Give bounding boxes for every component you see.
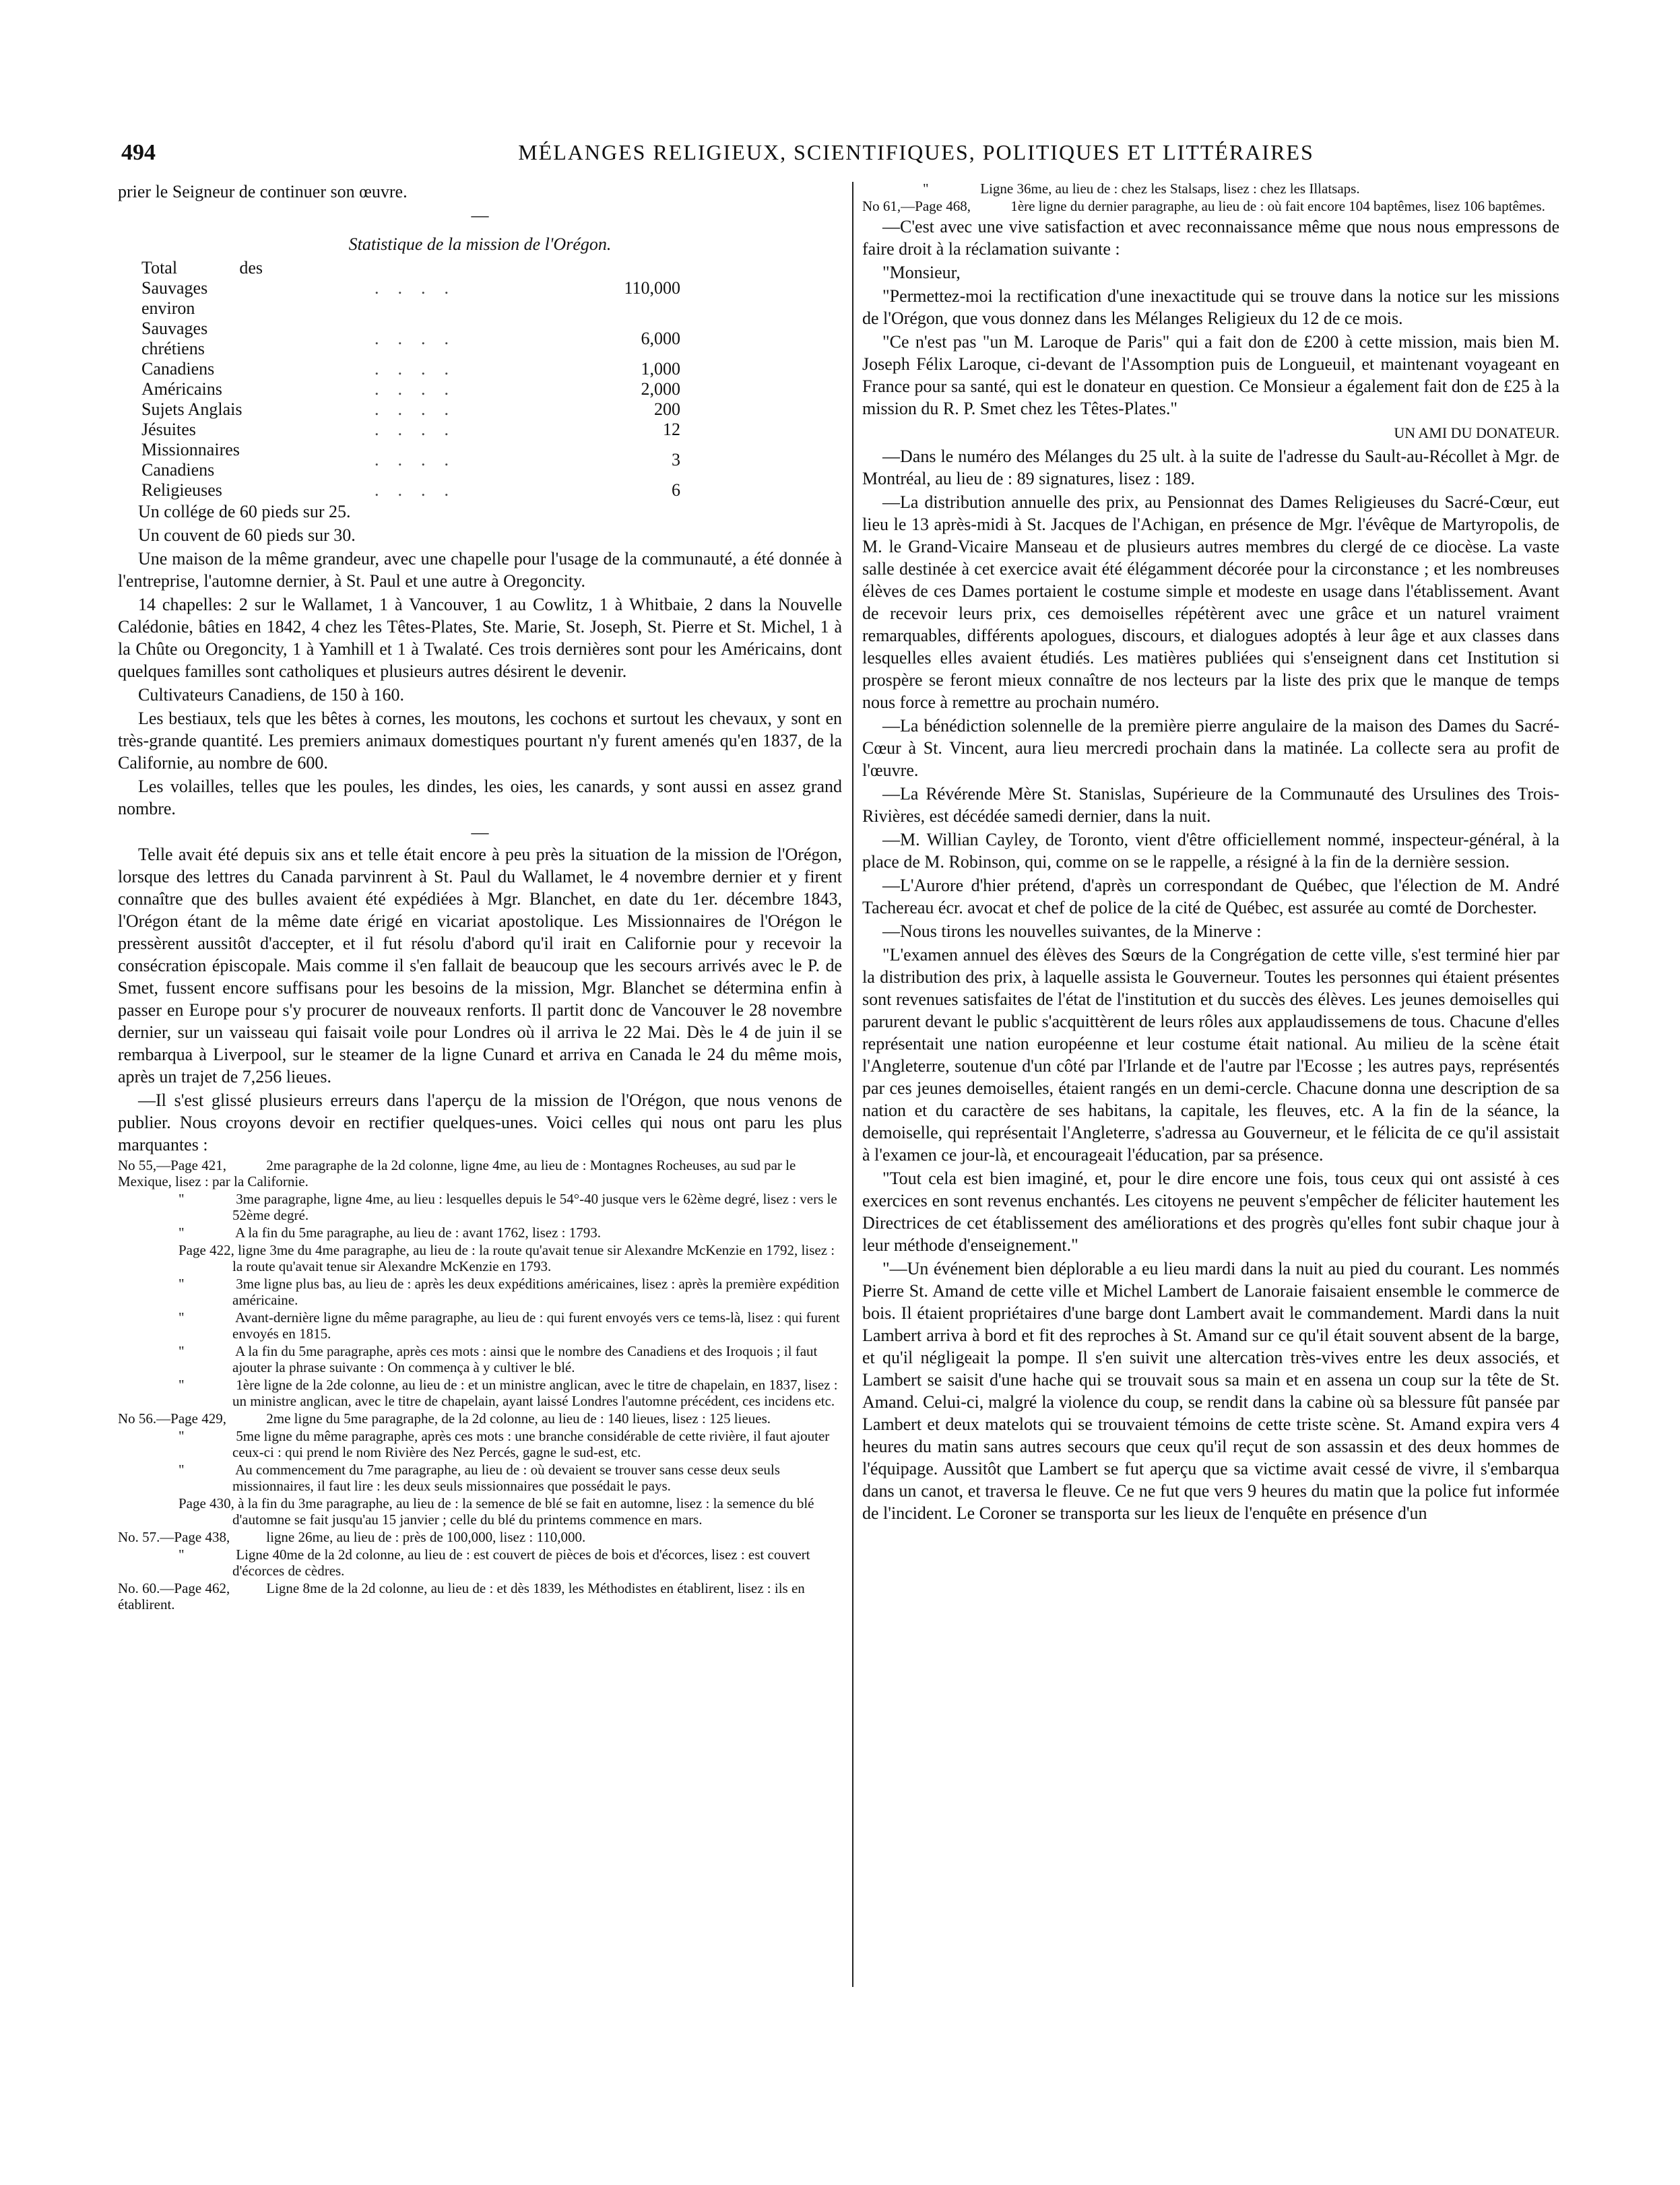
erratum-entry	[118, 1529, 842, 1545]
erratum-text: ligne 3me du 4me paragraphe, au lieu de : la route qu'avait tenue sir Alexandre McKenzie en 1792, lisez : la route qu'avait tenue sir Alexandre McKenzie en 1793.	[232, 1242, 835, 1274]
paragraph: Les bestiaux, tels que les bêtes à cornes, les moutons, les cochons et surtout les chevaux, y sont en très-grande quantité. Les premiers animaux domestiques pourtant n'y furent amenés qu'en 1837, de la Californie, au nombre de 600.	[118, 709, 842, 773]
stats-title: Statistique de la mission de l'Orégon.	[348, 234, 612, 254]
stats-row	[141, 379, 815, 399]
stats-label: Religieuses	[141, 480, 222, 500]
paragraph: Les volailles, telles que les poules, les dindes, les oies, les canards, y sont aussi en assez grand nombre.	[118, 777, 842, 818]
right-column	[862, 181, 1559, 1526]
paragraph: Une maison de la même grandeur, avec une chapelle pour l'usage de la communauté, a été donnée à l'entreprise, l'automne dernier, à St. Paul et une autre à Oregoncity.	[118, 549, 842, 591]
leader-dots: ....	[375, 329, 467, 348]
paragraph: "Tout cela est bien imaginé, et, pour le dire encore une fois, tous ceux qui ont assisté à ces exercices en sont revenus enchantés. Les citoyens ne peuvent s'empêcher de féliciter hautement les Directrices de cet établissement des améliorations et des progrès qu'elles font subir chaque jour à leur méthode d'enseignement."	[862, 1169, 1559, 1255]
erratum-entry	[118, 1580, 842, 1612]
stats-value: 110,000	[624, 278, 680, 298]
erratum-entry	[179, 1242, 842, 1274]
erratum-entry	[179, 1309, 842, 1342]
erratum-label: "	[179, 1191, 185, 1207]
section-rule: —	[471, 205, 489, 225]
stats-row	[141, 420, 815, 440]
erratum-label: "	[179, 1309, 185, 1326]
stats-label: Jésuites	[141, 420, 196, 439]
erratum-text: 3me paragraphe, ligne 4me, au lieu : lesquelles depuis le 54°-40 jusque vers le 62ème degré, lisez : vers le 52ème degré.	[232, 1191, 837, 1223]
erratum-label: "	[179, 1343, 185, 1359]
paragraph: —La Révérende Mère St. Stanislas, Supérieure de la Communauté des Ursulines des Trois-Rivières, est décédée samedi dernier, dans la nuit.	[862, 784, 1559, 826]
stats-value: 2,000	[641, 379, 680, 399]
paragraph: "Ce n'est pas "un M. Laroque de Paris" qui a fait don de £200 à cette mission, mais bien M. Joseph Félix Laroque, ci-devant de l'Assomption puis de Longueuil, et maintenant voyageant en France pour sa santé, qui est le donateur en question. Ce Monsieur a également fait don de £25 à la mission du R. P. Smet chez les Têtes-Plates."	[862, 332, 1559, 418]
erratum-entry	[179, 1428, 842, 1460]
erratum-entry	[118, 1410, 842, 1427]
erratum-label: No 56.—Page 429,	[118, 1410, 226, 1427]
stats-row	[141, 258, 815, 319]
paragraph: Cultivateurs Canadiens, de 150 à 160.	[138, 685, 404, 705]
erratum-label: "	[179, 1377, 185, 1393]
erratum-text: 1ère ligne de la 2de colonne, au lieu de : et un ministre anglican, avec le titre de chapelain, en 1837, lisez : un ministre anglican, avec le titre de chapelain, ayant laissé Londres l'automne précédent, ces incidens etc.	[232, 1377, 838, 1409]
stats-row	[141, 440, 815, 480]
erratum-label: "	[179, 1462, 185, 1478]
erratum-label: No. 57.—Page 438,	[118, 1529, 230, 1545]
stats-value: 6	[672, 480, 680, 500]
stats-value: 1,000	[641, 359, 680, 379]
stats-row	[141, 399, 815, 420]
leader-dots: ....	[375, 420, 467, 439]
stats-label: Total des Sauvages environ	[141, 258, 263, 318]
leader-dots: ....	[375, 480, 467, 500]
running-title: MÉLANGES RELIGIEUX, SCIENTIFIQUES, POLITIQUES ET LITTÉRAIRES	[518, 140, 1314, 164]
erratum-entry	[179, 1225, 842, 1241]
erratum-label: "	[179, 1428, 185, 1444]
paragraph: —Il s'est glissé plusieurs erreurs dans l'aperçu de la mission de l'Orégon, que nous venons de publier. Nous croyons devoir en rectifier quelques-unes. Voici celles qui nous ont paru les plus marquantes :	[118, 1090, 842, 1154]
erratum-entry	[179, 1462, 842, 1494]
paragraph: "Monsieur,	[882, 263, 961, 282]
leader-dots: ....	[375, 359, 467, 379]
paragraph: Telle avait été depuis six ans et telle était encore à peu près la situation de la mission de l'Orégon, lorsque des lettres du Canada parvinrent à St. Paul du Wallamet, le 4 novembre dernier et y firent connaître que des bulles avaient été expédiées à Mgr. Blanchet, en date du 1er. décembre 1843, l'Orégon étant de la même date érigé en vicariat apostolique. Les Missionnaires de l'Orégon le pressèrent aussitôt d'accepter, et il fut résolu d'abord qu'il irait en Californie pour y recevoir la consécration épiscopale. Mais comme il s'en fallait de beaucoup que les secours arrivés avec le P. de Smet, fussent encore suffisans pour les besoins de la mission, Mgr. Blanchet se détermina enfin à passer en Europe pour s'y procurer de nouveaux renforts. Il partit donc de Vancouver le 28 novembre dernier, sur un vaisseau qui faisait voile pour Londres où il arriva le 22 Mai. Dès le 4 de juin il se rembarqua à Liverpool, sur le steamer de la ligne Cunard et arriva en Canada le 24 du même mois, après un trajet de 7,256 lieues.	[118, 845, 842, 1086]
stats-row	[141, 359, 815, 379]
signature	[862, 421, 1559, 444]
erratum-text: Ligne 36me, au lieu de : chez les Stalsaps, lisez : chez les Illatsaps.	[980, 181, 1360, 197]
stats-value: 6,000	[641, 329, 680, 348]
erratum-text: 2me ligne du 5me paragraphe, de la 2d colonne, au lieu de : 140 lieues, lisez : 125 lieues.	[266, 1410, 771, 1427]
paragraph: "—Un événement bien déplorable a eu lieu mardi dans la nuit au pied du courant. Les nommés Pierre St. Amand de cette ville et Michel Lambert de Lanoraie faisaient ensemble le commerce de bois. Il étaient propriétaires d'une barge dont Lambert avait le commandement. Mardi dans la nuit Lambert arriva à bord et fit des reproches à St. Amand sur ce qu'il était souvent absent de la barge, et qu'il négligeait la pompe. Il s'en suivit une altercation très-vives entre les deux associés, et Lambert se saisit d'une hache qui se trouvait sous sa main et en assena un coup sur la tête de St. Amand. Celui-ci, malgré la violence du coup, se rendit dans la cabine où sa blessure fût pansée par Lambert et deux matelots qui se trouvaient témoins de cette triste scène. St. Amand expira vers 4 heures du matin sans autres secours que ceux qu'il reçut de son assassin et des deux hommes de l'équipage. Aussitôt que Lambert se fut aperçu que sa victime avait cessé de vivre, il s'embarqua dans un canot, et traversa le fleuve. Ce ne fut que vers 9 heures du matin que la police fut informée de l'incident. Le Coroner se transporta sur les lieux de l'enquête en présence d'un	[862, 1259, 1559, 1523]
section-rule: —	[471, 822, 489, 842]
stats-value: 200	[654, 399, 680, 419]
erratum-label: Page 430,	[179, 1495, 234, 1511]
erratum-entry	[179, 1377, 842, 1409]
errata-list-continued	[862, 181, 1559, 214]
erratum-text: Au commencement du 7me paragraphe, au lieu de : où devaient se trouver sans cesse deux seuls missionnaires, il faut lire : les deux seuls missionnaires que possédait le pays.	[232, 1462, 780, 1494]
opening-line: prier le Seigneur de continuer son œuvre.	[118, 182, 408, 201]
erratum-text: 1ère ligne du dernier paragraphe, au lieu de : où fait encore 104 baptêmes, lisez 106 baptêmes.	[1010, 198, 1545, 214]
erratum-label: "	[179, 1225, 185, 1241]
erratum-label: No 55,—Page 421,	[118, 1157, 226, 1173]
stats-table	[141, 258, 815, 500]
stats-label: Sauvages chrétiens	[141, 319, 208, 358]
erratum-text: 3me ligne plus bas, au lieu de : après les deux expéditions américaines, lisez : après la première expédition américaine.	[232, 1276, 839, 1308]
leader-dots: ....	[375, 278, 467, 298]
paragraph: "L'examen annuel des élèves des Sœurs de la Congrégation de cette ville, s'est terminé hier par la distribution des prix, à laquelle assista le Gouverneur. Toutes les personnes qui étaient présentes sont revenues satisfaites de l'état de l'institution et du succès des élèves. Les jeunes demoiselles qui parurent devant le public s'acquittèrent de leurs rôles aux applaudissemens de tous. Chacune d'elles représentait une nation européenne et leur costume était national. Au milieu de la scène était l'Angleterre, soutenue d'un côté par l'Irlande et de l'autre par l'Ecosse ; les autres pays, représentés par ces jeunes demoiselles, étaient rangés en un demi-cercle. Chacune donna une description de sa nation et du caractère de ses habitans, la capitale, les fleuves, etc. A la fin de la séance, la demoiselle, qui représentait l'Angleterre, s'adressa au Gouverneur, et le félicita de ce qu'il assistait à l'examen ce jour-là, et encourageait l'éducation, par sa présence.	[862, 945, 1559, 1165]
erratum-entry	[179, 1191, 842, 1223]
erratum-label: No 61,—Page 468,	[862, 198, 971, 214]
stats-value: 3	[672, 450, 680, 469]
erratum-label: Page 422,	[179, 1242, 234, 1258]
erratum-text: Ligne 8me de la 2d colonne, au lieu de : et dès 1839, les Méthodistes en établirent, lisez : ils en établirent.	[118, 1580, 805, 1612]
column-divider	[852, 182, 853, 1987]
erratum-text: Avant-dernière ligne du même paragraphe, au lieu de : qui furent envoyés vers ce tems-là, lisez : qui furent envoyés en 1815.	[232, 1309, 840, 1342]
stats-label: Sujets Anglais	[141, 399, 243, 419]
paragraph: 14 chapelles: 2 sur le Wallamet, 1 à Vancouver, 1 au Cowlitz, 1 à Whitbaie, 2 dans la Nouvelle Calédonie, bâties en 1842, 4 chez les Têtes-Plates, Ste. Marie, St. Joseph, St. Pierre et St. Michel, 1 à la Chûte ou Oregoncity, 1 à Yamhill et 1 à Twalaté. Ces trois dernières sont pour les Américains, dont quelques familles sont catholiques et plusieurs autres désirent le devenir.	[118, 595, 842, 681]
erratum-entry	[923, 181, 1559, 197]
signature-text: UN AMI DU DONATEUR.	[1394, 424, 1559, 441]
erratum-text: 5me ligne du même paragraphe, après ces mots : une branche considérable de cette rivière, il faut ajouter ceux-ci : qui prend le nom Rivière des Nez Percés, gagne le sud-est, etc.	[232, 1428, 830, 1460]
erratum-label: "	[179, 1276, 185, 1292]
stats-label: Canadiens	[141, 359, 215, 379]
erratum-label: "	[923, 181, 929, 197]
erratum-entry	[179, 1495, 842, 1528]
erratum-entry	[862, 198, 1559, 214]
paragraph: —L'Aurore d'hier prétend, d'après un correspondant de Québec, que l'élection de M. André Tachereau écr. avocat et chef de police de la cité de Québec, est assurée au comté de Dorchester.	[862, 876, 1559, 917]
paragraph: —Dans le numéro des Mélanges du 25 ult. à la suite de l'adresse du Sault-au-Récollet à Mgr. de Montréal, au lieu de : 89 signatures, lisez : 189.	[862, 447, 1559, 488]
erratum-text: 2me paragraphe de la 2d colonne, ligne 4me, au lieu de : Montagnes Rocheuses, au sud par le Mexique, lisez : par la Californie.	[118, 1157, 796, 1189]
paragraph: —La distribution annuelle des prix, au Pensionnat des Dames Religieuses du Sacré-Cœur, eut lieu le 13 après-midi à St. Jacques de l'Achigan, en présence de Mgr. l'évêque de Martyropolis, de M. le Grand-Vicaire Manseau et de plusieurs autres membres du clergé de ce diocèse. La vaste salle destinée à cet exercice avait été élégamment décorée pour la circonstance ; et les nombreuses élèves de ces Dames portaient le costume simple et modeste en usage dans l'établissement. Avant de recevoir leurs prix, ces demoiselles répétèrent avec une grâce et un naturel vraiment remarquables, différents apologues, discours, et dialogues adoptés à leur âge et aux classes dans lesquelles elles avaient étudiés. Les matières publiées qui s'enseignent dans cet Institution si prospère se feront mieux connaître de nos lecteurs par la liste des prix que le manque de temps nous force à remettre au prochain numéro.	[862, 492, 1559, 712]
paragraph: Un couvent de 60 pieds sur 30.	[138, 525, 356, 545]
erratum-label: No. 60.—Page 462,	[118, 1580, 230, 1596]
erratum-text: A la fin du 5me paragraphe, après ces mots : ainsi que le nombre des Canadiens et des Iroquois ; il faut ajouter la phrase suivante : On commença à y cultiver le blé.	[232, 1343, 818, 1375]
erratum-text: à la fin du 3me paragraphe, au lieu de : la semence de blé se fait en automne, lisez : la semence du blé d'automne se fait jusqu'au 15 janvier ; celle du blé du printems commence en mars.	[232, 1495, 814, 1528]
stats-row	[141, 319, 815, 359]
erratum-entry	[179, 1546, 842, 1579]
page-header	[108, 140, 1529, 174]
erratum-text: Ligne 40me de la 2d colonne, au lieu de : est couvert de pièces de bois et d'écorces, lisez : est couvert d'écorces de cèdres.	[232, 1546, 810, 1579]
stats-value: 12	[663, 420, 680, 439]
stats-label: Américains	[141, 379, 222, 399]
leader-dots: ....	[375, 379, 467, 399]
paragraph: "Permettez-moi la rectification d'une inexactitude qui se trouve dans la notice sur les missions de l'Orégon, que vous donnez dans les Mélanges Religieux du 12 de ce mois.	[862, 286, 1559, 328]
erratum-entry	[179, 1276, 842, 1308]
paragraph: —Nous tirons les nouvelles suivantes, de la Minerve :	[882, 921, 1262, 941]
erratum-text: ligne 26me, au lieu de : près de 100,000, lisez : 110,000.	[266, 1529, 586, 1545]
left-column	[118, 181, 842, 1614]
erratum-entry	[179, 1343, 842, 1375]
page-number: 494	[121, 140, 156, 165]
leader-dots: ....	[375, 399, 467, 419]
stats-row	[141, 480, 815, 500]
paragraph: —M. Willian Cayley, de Toronto, vient d'être officiellement nommé, inspecteur-général, à la place de M. Robinson, qui, comme on se le rappelle, a résigné à la fin de la dernière session.	[862, 830, 1559, 872]
errata-list	[118, 1157, 842, 1612]
erratum-entry	[118, 1157, 842, 1189]
stats-label: Missionnaires Canadiens	[141, 440, 240, 480]
leader-dots: ....	[375, 450, 467, 469]
paragraph: —La bénédiction solennelle de la première pierre angulaire de la maison des Dames du Sacré-Cœur à St. Vincent, aura lieu mercredi prochain dans la matinée. La collecte sera au profit de l'œuvre.	[862, 716, 1559, 780]
erratum-text: A la fin du 5me paragraphe, au lieu de : avant 1762, lisez : 1793.	[235, 1225, 602, 1241]
paragraph: Un collége de 60 pieds sur 25.	[138, 502, 351, 521]
paragraph: —C'est avec une vive satisfaction et avec reconnaissance même que nous nous empressons de faire droit à la réclamation suivante :	[862, 217, 1559, 259]
erratum-label: "	[179, 1546, 185, 1563]
